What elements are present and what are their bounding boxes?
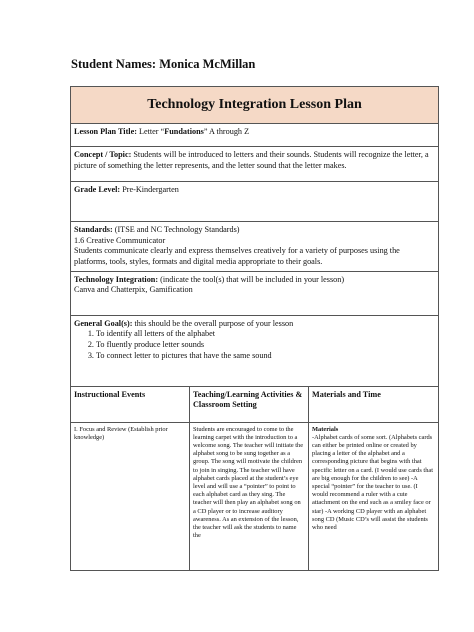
materials-text: -Alphabet cards of some sort. (Alphabets cards can either be printed online or created by placing a letter of the alphabet and a corresponding picture that begins with that specific letter on a card. (I would use cards that are big enough for the children to see) -A special “pointer” for the teacher to use. (I would recommend a ruler with a cute attachment on the end such as a smiley face or star) -A working CD player with an alphabet song CD (Music CD’s will assist the students who need bbox=[312, 433, 434, 531]
student-name: Monica McMillan bbox=[159, 57, 256, 71]
col-header-activities: Teaching/Learning Activities & Classroom Setting bbox=[190, 386, 309, 422]
lesson-plan-title-cell bbox=[71, 124, 439, 147]
tech-integration-hint: (indicate the tool(s) that will be included in your lesson) bbox=[160, 274, 345, 284]
standards-label: Standards: bbox=[74, 225, 113, 234]
grade-cell bbox=[71, 182, 439, 222]
concept-cell bbox=[71, 147, 439, 182]
tech-integration-cell bbox=[71, 271, 439, 315]
goal-item: 3. To connect letter to pictures that have the same sound bbox=[96, 351, 435, 362]
goals-hint: this should be the overall purpose of your lesson bbox=[134, 318, 294, 328]
goals-label: General Goal(s): bbox=[74, 318, 133, 328]
goals-cell bbox=[71, 315, 439, 386]
materials-focus-review bbox=[309, 422, 439, 570]
standards-suffix: (ITSE and NC Technology Standards) bbox=[114, 225, 240, 234]
lesson-plan-title-after: ” A through Z bbox=[203, 127, 250, 136]
goal-item: 1. To identify all letters of the alphabet bbox=[96, 329, 435, 340]
grade-label: Grade Level: bbox=[74, 185, 121, 194]
standards-line2: Students communicate clearly and express themselves creatively for a variety of purposes using the platforms, tools, styles, formats and digital media appropriate to their goals. bbox=[74, 246, 400, 266]
col-header-materials: Materials and Time bbox=[309, 386, 439, 422]
tech-integration-label: Technology Integration: bbox=[74, 274, 159, 284]
materials-label: Materials bbox=[312, 425, 339, 433]
grade-text: Pre-Kindergarten bbox=[122, 185, 179, 194]
col-header-events: Instructional Events bbox=[71, 386, 190, 422]
activity-focus-review: Students are encouraged to come to the learning carpet with the introduction to a welcome song. The teacher will initiate the alphabet song to be sung together as a group. The song will motivate the children to join in singing. The teacher will have alphabet cards placed at the student’s eye level and will use a “pointer” to point to each alphabet card as they sing. The teacher will then play an alphabet song on a CD player or to increase auditory awareness. As an extension of the lesson, the teacher will ask the students to name the bbox=[190, 422, 309, 570]
lesson-plan-title-before: Letter “ bbox=[138, 127, 165, 136]
event-focus-review: I. Focus and Review (Establish prior knowledge) bbox=[71, 422, 190, 570]
lesson-plan-table bbox=[70, 86, 439, 571]
standards-line1: 1.6 Creative Communicator bbox=[74, 235, 166, 245]
standards-cell bbox=[71, 222, 439, 272]
goals-list bbox=[74, 329, 435, 361]
tech-integration-tools: Canva and Chatterpix, Gamification bbox=[74, 285, 193, 295]
student-names bbox=[71, 57, 255, 72]
goal-item: 2. To fluently produce letter sounds bbox=[96, 340, 435, 351]
student-names-label: Student Names: bbox=[71, 57, 157, 71]
concept-label: Concept / Topic: bbox=[74, 150, 132, 159]
concept-text: Students will be introduced to letters and their sounds. Students will recognize the letter, a picture of something the letter represents, and the letter sound that the letter makes. bbox=[74, 150, 429, 170]
lesson-plan-title-bold: Fundations bbox=[164, 127, 204, 136]
lesson-plan-title-label: Lesson Plan Title: bbox=[74, 127, 137, 136]
lesson-plan-heading: Technology Integration Lesson Plan bbox=[71, 87, 439, 124]
